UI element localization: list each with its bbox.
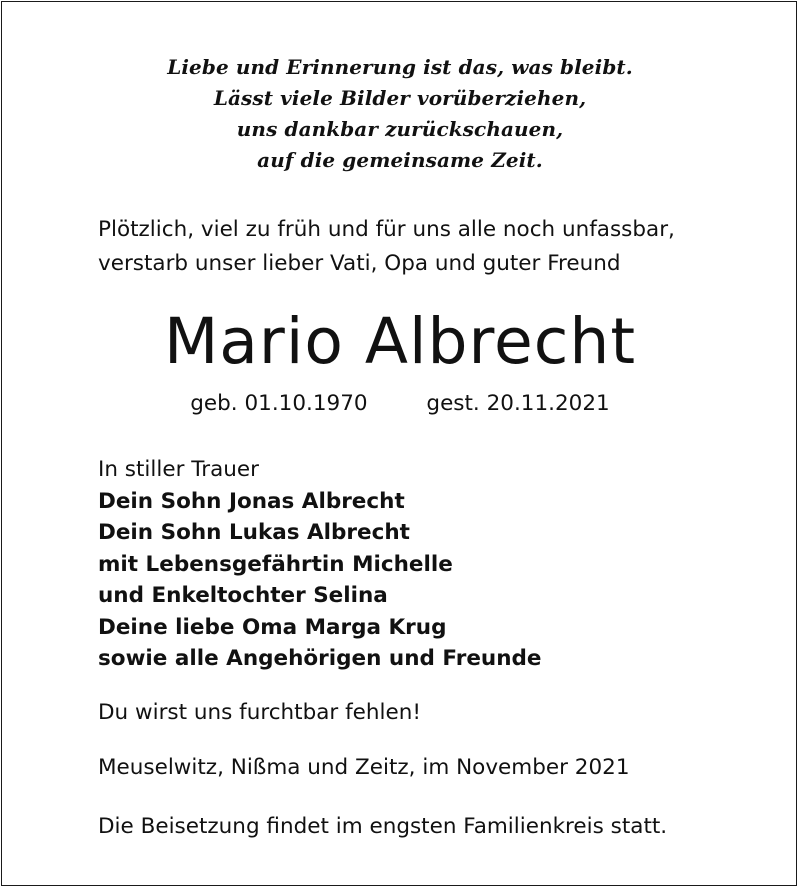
- mourner-name: und Enkeltochter Selina: [98, 583, 388, 608]
- birth-date: geb. 01.10.1970: [190, 391, 368, 416]
- death-date: gest. 20.11.2021: [426, 391, 610, 416]
- mourner-name: Dein Sohn Jonas Albrecht: [98, 488, 405, 514]
- life-dates: [0, 388, 800, 420]
- mourner-name: Deine liebe Oma Marga Krug: [98, 614, 447, 640]
- intro-line: Plötzlich, viel zu früh und für uns alle noch unfassbar,: [98, 217, 675, 242]
- death-announcement-text: [98, 213, 675, 281]
- closing-line: Du wirst uns furchtbar fehlen!: [98, 700, 421, 725]
- mourner-name: Dein Sohn Lukas Albrecht: [98, 520, 410, 545]
- mourner-name: mit Lebensgefährtin Michelle: [98, 551, 453, 577]
- poem-line: Lässt viele Bilder vorüberziehen,: [213, 86, 587, 110]
- mourners-heading: In stiller Trauer: [98, 457, 259, 482]
- place-and-date: Meuselwitz, Nißma und Zeitz, im November 2021: [98, 755, 630, 780]
- memorial-poem: [0, 52, 800, 176]
- poem-line: uns dankbar zurückschauen,: [236, 117, 564, 141]
- intro-line: verstarb unser lieber Vati, Opa und guter Freund: [98, 251, 621, 276]
- deceased-name: Mario Albrecht: [163, 305, 637, 378]
- poem-line: auf die gemeinsame Zeit.: [257, 148, 543, 172]
- mourner-name: sowie alle Angehörigen und Freunde: [98, 646, 542, 671]
- poem-line: Liebe und Erinnerung ist das, was bleibt.: [167, 55, 633, 79]
- mourners-list: [98, 454, 541, 675]
- funeral-note: Die Beisetzung findet im engsten Familienkreis statt.: [98, 814, 668, 839]
